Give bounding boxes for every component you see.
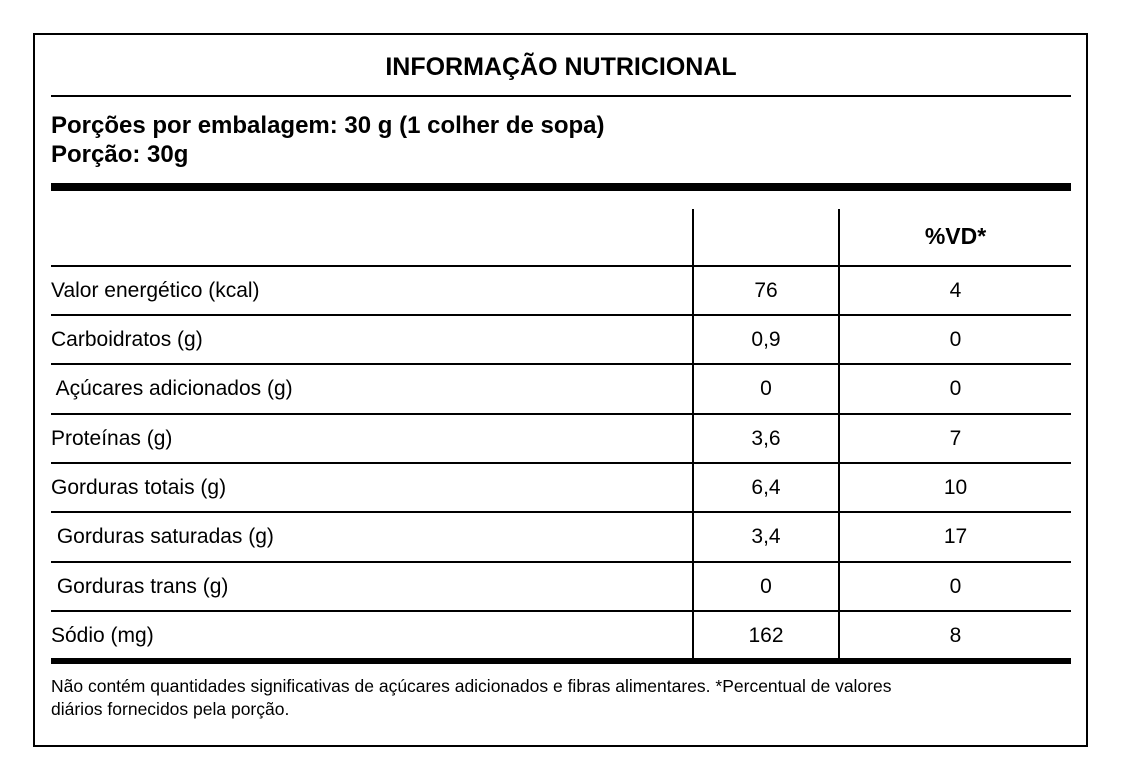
label-title: INFORMAÇÃO NUTRICIONAL xyxy=(385,53,737,81)
nutrient-quantity: 76 xyxy=(754,279,778,302)
nutrient-label: Açúcares adicionados (g) xyxy=(51,377,293,400)
row-divider xyxy=(51,511,1071,513)
row-divider xyxy=(51,561,1071,563)
nutrient-label: Carboidratos (g) xyxy=(51,328,203,351)
nutrient-daily-value: 7 xyxy=(949,427,962,450)
nutrient-daily-value: 4 xyxy=(949,279,962,302)
row-divider xyxy=(51,610,1071,612)
nutrient-label: Gorduras totais (g) xyxy=(51,476,227,499)
serving-size: Porção: 30g xyxy=(51,141,189,168)
row-divider xyxy=(51,462,1071,464)
nutrient-quantity: 0 xyxy=(760,575,772,598)
row-divider xyxy=(51,314,1071,316)
header-daily-value: %VD* xyxy=(924,223,987,249)
nutrient-daily-value: 10 xyxy=(943,476,968,499)
nutrient-daily-value: 0 xyxy=(949,377,962,400)
nutrient-label: Gorduras saturadas (g) xyxy=(51,525,274,548)
nutrient-quantity: 0 xyxy=(760,377,772,400)
nutrient-daily-value: 8 xyxy=(949,624,962,647)
serving-divider-thick xyxy=(51,183,1071,191)
nutrient-quantity: 162 xyxy=(748,624,784,647)
nutrient-quantity: 3,4 xyxy=(751,525,781,548)
nutrient-daily-value: 0 xyxy=(949,328,962,351)
nutrient-quantity: 0,9 xyxy=(751,328,781,351)
servings-per-package: Porções por embalagem: 30 g (1 colher de sopa) xyxy=(51,112,605,139)
nutrient-label: Gorduras trans (g) xyxy=(51,575,229,598)
nutrient-quantity: 3,6 xyxy=(751,427,781,450)
nutrient-daily-value: 0 xyxy=(949,575,962,598)
row-divider xyxy=(51,413,1071,415)
nutrient-quantity: 6,4 xyxy=(751,476,781,499)
footnote-line-2: diários fornecidos pela porção. xyxy=(51,699,290,719)
table-bottom-rule xyxy=(51,658,1071,664)
title-divider xyxy=(51,95,1071,97)
footnote-line-1: Não contém quantidades significativas de açúcares adicionados e fibras alimentares. *Percentual de valores xyxy=(51,676,892,696)
nutrient-label: Sódio (mg) xyxy=(51,624,154,647)
nutrient-label: Proteínas (g) xyxy=(51,427,173,450)
nutrient-label: Valor energético (kcal) xyxy=(51,279,260,302)
header-divider xyxy=(51,265,1071,267)
row-divider xyxy=(51,363,1071,365)
nutrient-daily-value: 17 xyxy=(943,525,968,548)
footnote xyxy=(51,675,1051,721)
